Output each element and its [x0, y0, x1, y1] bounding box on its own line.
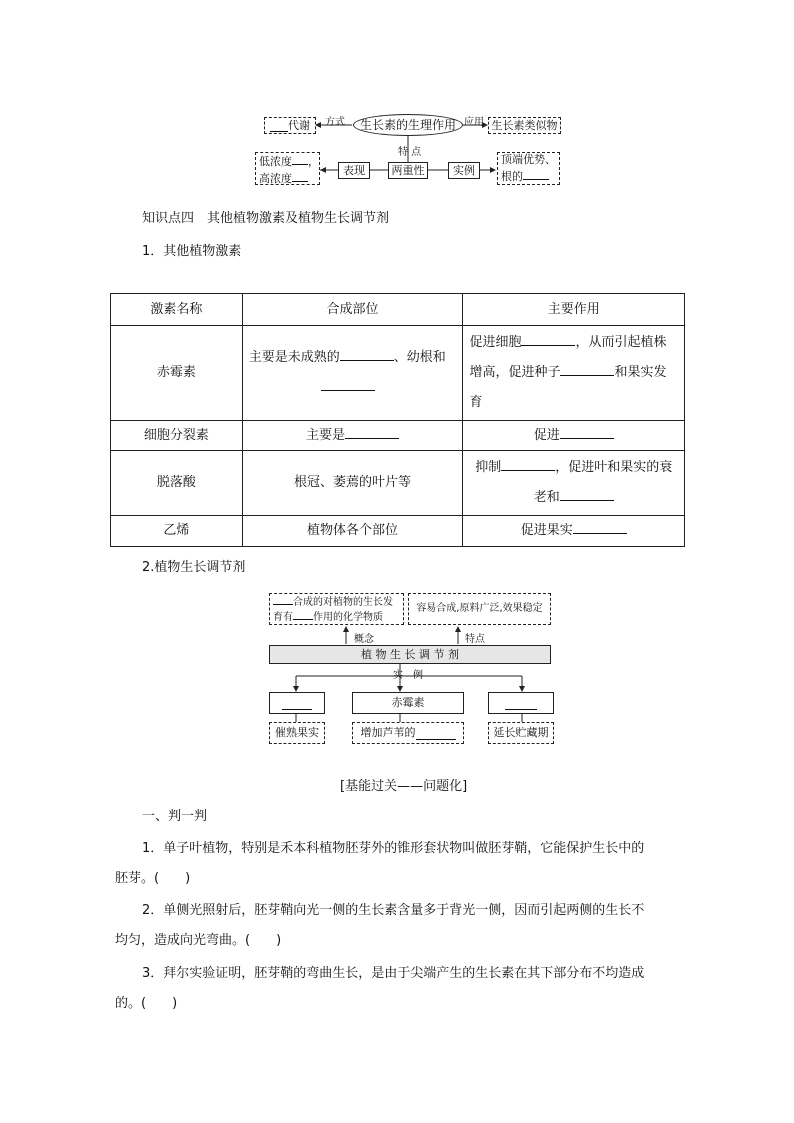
- blank: [573, 521, 627, 534]
- function-text: 和果实发育: [469, 365, 667, 410]
- function-text: 促进果实: [520, 523, 573, 538]
- cell-site: 根冠、萎蔫的叶片等: [242, 451, 463, 516]
- q1-line2: 胚芽。( ): [115, 871, 191, 886]
- table-row: [111, 516, 685, 547]
- apply-label: 应用: [464, 117, 484, 128]
- regulator-main-bar: 植 物 生 长 调 节 剂: [269, 645, 551, 664]
- blank: [560, 363, 614, 376]
- apical-text: 顶端优势、: [501, 153, 556, 166]
- cell-name: 脱落酸: [111, 451, 243, 516]
- feature-box: 容易合成,原料广泛,效果稳定: [408, 593, 551, 625]
- low-conc-text: 低浓度: [259, 154, 292, 168]
- cell-function: [463, 326, 685, 421]
- example-right-box: [488, 692, 554, 714]
- reed-text: 增加芦苇的: [360, 726, 416, 739]
- hormone-table: [110, 293, 685, 547]
- ripen-box: 催熟果实: [269, 722, 325, 744]
- q1-line1: 1．单子叶植物，特别是禾本科植物胚芽外的锥形套状物叫做胚芽鞘，它能保护生长中的: [142, 841, 645, 856]
- concept-text: 合成的对植物的生长发: [293, 597, 393, 608]
- cell-site: [242, 421, 463, 451]
- duality-box: 两重性: [388, 162, 428, 179]
- site-text: 、幼根和: [393, 350, 446, 365]
- table-header-row: [111, 294, 685, 326]
- concept-label: 概念: [354, 634, 374, 645]
- site-text: 主要是未成熟的: [248, 350, 340, 365]
- feature-label-2: 特点: [465, 634, 485, 645]
- example-box: 实例: [448, 162, 480, 179]
- blank: [292, 169, 308, 182]
- concept-text: 育有: [273, 612, 293, 623]
- concentration-box: 低浓度 ， 高浓度: [255, 152, 320, 185]
- high-conc-text: 高浓度: [259, 171, 292, 185]
- blank: [501, 458, 555, 471]
- blank: [560, 426, 614, 439]
- table-row: [111, 326, 685, 421]
- reed-box: [352, 722, 464, 744]
- blank: [523, 167, 549, 180]
- feature-label: 特 点: [398, 147, 422, 158]
- function-text: 促进细胞: [469, 335, 522, 350]
- blank: [345, 426, 399, 439]
- blank: [340, 348, 394, 361]
- q3-line1: 3．拜尔实验证明，胚芽鞘的弯曲生长，是由于尖端产生的生长素在其下部分布不均造成: [142, 966, 645, 981]
- storage-box: 延长贮藏期: [488, 722, 554, 744]
- blank: [560, 488, 614, 501]
- cell-site: 植物体各个部位: [242, 516, 463, 547]
- section4-title: 知识点四 其他植物激素及植物生长调节剂: [142, 211, 390, 226]
- q2-line2: 均匀，造成向光弯曲。( ): [115, 933, 282, 948]
- root-text: 根的: [501, 170, 523, 183]
- cell-function: [463, 451, 685, 516]
- function-text: ，从而引起植株增高，促进种子: [469, 335, 667, 380]
- blank: [292, 152, 308, 165]
- blank: [321, 378, 375, 391]
- way-label: 方式: [325, 117, 345, 128]
- header-name: 激素名称: [111, 294, 243, 326]
- table-row: [111, 451, 685, 516]
- cell-site: [242, 326, 463, 421]
- function-text: 促进: [533, 427, 560, 443]
- function-text: 抑制: [475, 460, 502, 475]
- cell-function: [463, 421, 685, 451]
- concept-text: 作用的化学物质: [313, 612, 383, 623]
- cell-name: 乙烯: [111, 516, 243, 547]
- basic-title: [基能过关——问题化]: [340, 779, 468, 794]
- site-text: 主要是: [306, 427, 346, 443]
- header-function: 主要作用: [463, 294, 685, 326]
- cell-name: 细胞分裂素: [111, 421, 243, 451]
- example-label: 实 例: [393, 670, 423, 681]
- apical-box: [497, 152, 560, 185]
- auxin-function-ellipse: 生长素的生理作用: [353, 114, 463, 136]
- blank: [270, 119, 288, 132]
- part1-title: 一、判一判: [142, 809, 208, 824]
- sub2-title: 2.植物生长调节剂: [142, 560, 246, 575]
- q2-line1: 2．单侧光照射后，胚芽鞘向光一侧的生长素含量多于背光一侧，因而引起两侧的生长不: [142, 903, 645, 918]
- q3-line2: 的。( ): [115, 996, 178, 1011]
- header-site: 合成部位: [242, 294, 463, 326]
- analog-box: 生长素类似物: [488, 117, 561, 134]
- metabolism-text: 代谢: [288, 118, 310, 132]
- blank: [521, 333, 575, 346]
- blank: [282, 697, 312, 710]
- function-text: ，促进叶和果实的衰老和: [533, 460, 673, 505]
- cell-name: 赤霉素: [111, 326, 243, 421]
- example-middle-box: 赤霉素: [352, 692, 464, 714]
- table-row: [111, 421, 685, 451]
- blank: [293, 609, 313, 620]
- sub1-title: 1．其他植物激素: [142, 244, 242, 259]
- concept-box: [269, 593, 404, 625]
- metabolism-box: [264, 117, 316, 134]
- blank: [416, 727, 456, 740]
- example-left-box: [269, 692, 325, 714]
- blank: [505, 697, 537, 710]
- cell-function: [463, 516, 685, 547]
- show-box: 表现: [338, 162, 370, 179]
- blank: [273, 594, 293, 605]
